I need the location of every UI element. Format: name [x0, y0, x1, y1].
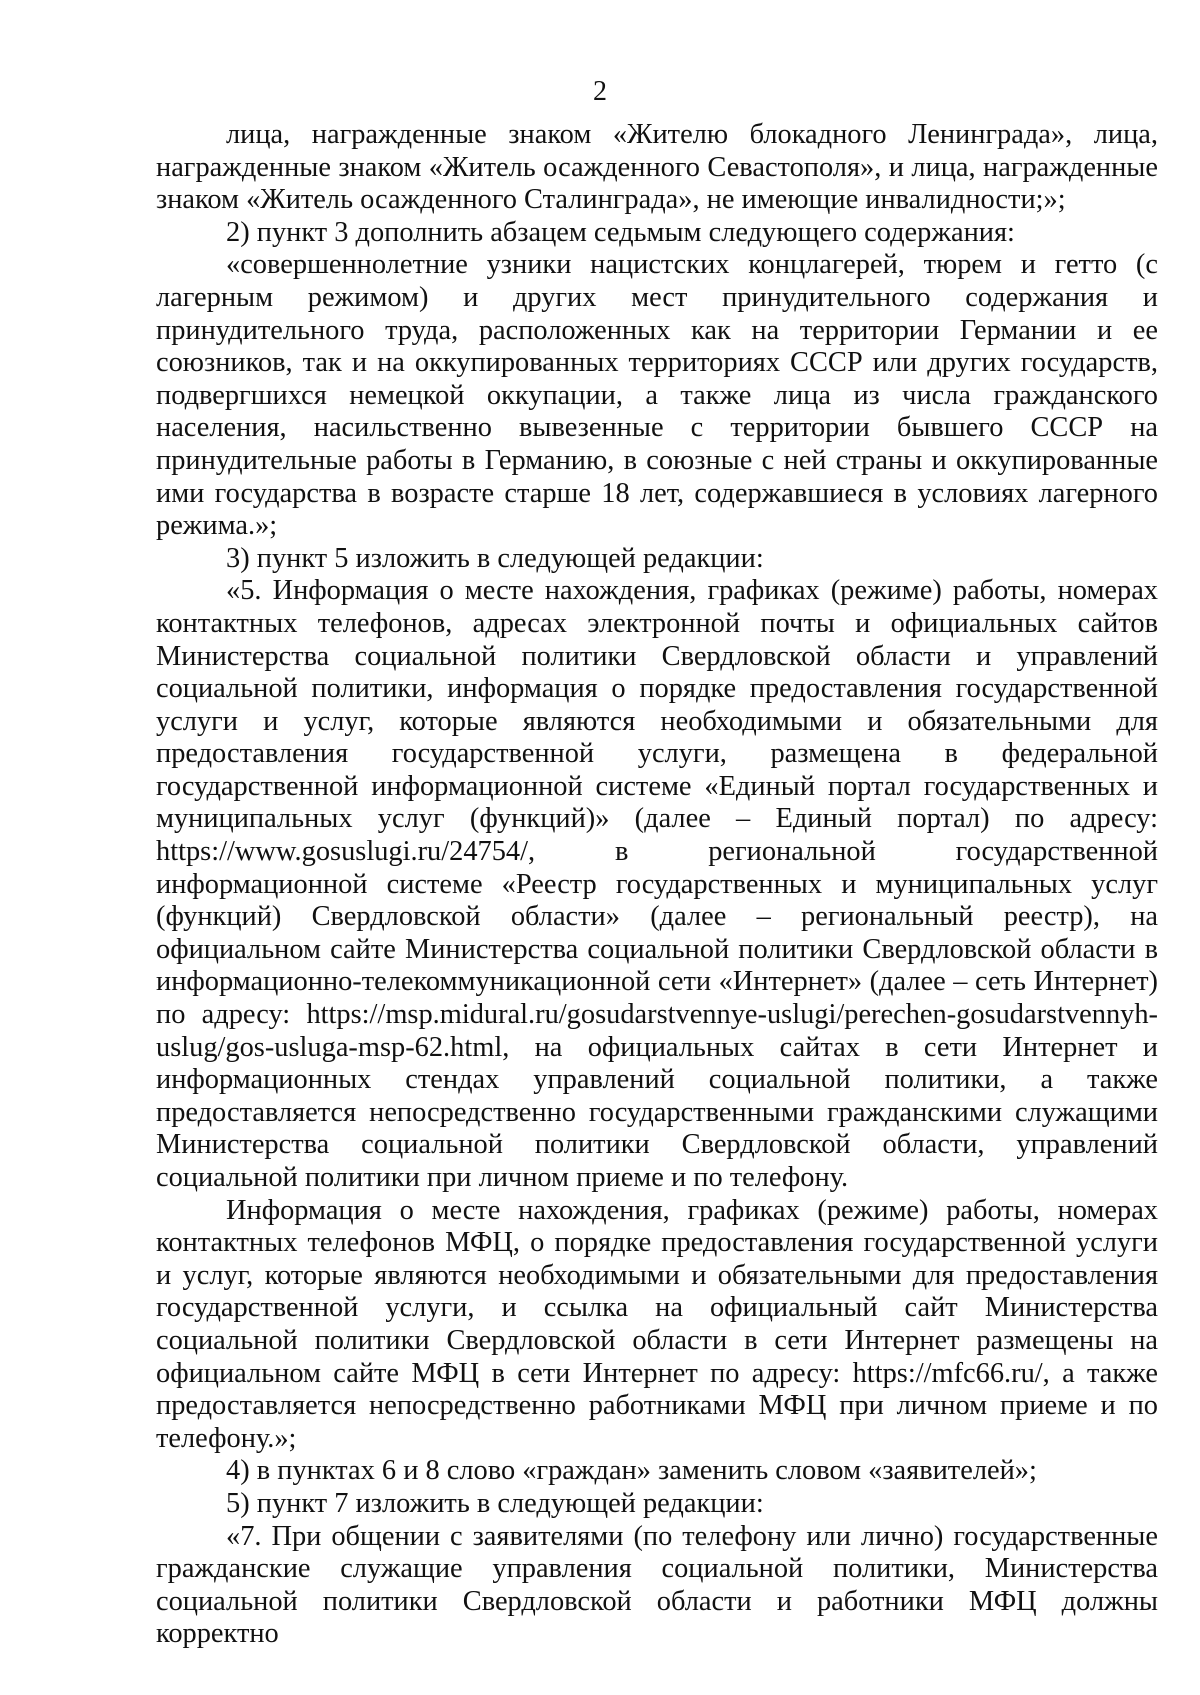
paragraph-clause-5: «5. Информация о месте нахождения, графиках (режиме) работы, номерах контактных телефонов, адресах электронной почты и официальных сайтов Министерства социальной политики Свердловской области и управлений социальной политики, информация о порядке предоставления государственной услуги и услуг, которые являются необходимыми и обязательными для предоставления государственной услуги, размещена в федеральной государственной информационной системе «Единый портал государственных и муниципальных услуг (функций)» (далее – Единый портал) по адресу: https://www.gosuslugi.ru/24754/, в региональной государственной информационной системе «Реестр государственных и муниципальных услуг (функций) Свердловской области» (далее – региональный реестр), на официальном сайте Министерства социальной политики Свердловской области в информационно-телекоммуникационной сети «Интернет» (далее – сеть Интернет) по адресу: https://msp.midural.ru/gosudarstvennye-uslugi/perechen-gosudarstvennyh-uslug/gos-usluga-msp-62.html, на официальных сайтах в сети Интернет и информационных стендах управлений социальной политики, а также предоставляется непосредственно государственными гражданскими служащими Министерства социальной политики Свердловской области, управлений социальной политики при личном приеме и по телефону.	[156, 575, 1158, 1193]
paragraph-mfc-info: Информация о месте нахождения, графиках (режиме) работы, номерах контактных телефонов МФЦ, о порядке предоставления государственной услуги и услуг, которые являются необходимыми и обязательными для предоставления государственной услуги, и ссылка на официальный сайт Министерства социальной политики Свердловской области в сети Интернет размещены на официальном сайте МФЦ в сети Интернет по адресу: https://mfc66.ru/, а также предоставляется непосредственно работниками МФЦ при личном приеме и по телефону.»;	[156, 1194, 1158, 1454]
paragraph-quote-prisoners: «совершеннолетние узники нацистских концлагерей, тюрем и гетто (с лагерным режимом) и других мест принудительного содержания и принудительного труда, расположенных как на территории Германии и ее союзников, так и на оккупированных территориях СССР или других государств, подвергшихся немецкой оккупации, а также лица из числа гражданского населения, насильственно вывезенные с территории бывшего СССР на принудительные работы в Германию, в союзные с ней страны и оккупированные ими государства в возрасте старше 18 лет, содержавшиеся в условиях лагерного режима.»;	[156, 249, 1158, 542]
paragraph-item-2: 2) пункт 3 дополнить абзацем седьмым следующего содержания:	[226, 216, 1015, 248]
document-body	[156, 119, 1158, 1651]
paragraph-item-3: 3) пункт 5 изложить в следующей редакции:	[226, 542, 764, 574]
paragraph-continuation: лица, награжденные знаком «Жителю блокадного Ленинграда», лица, награжденные знаком «Житель осажденного Севастополя», и лица, награжденные знаком «Житель осажденного Сталинграда», не имеющие инвалидности;»;	[156, 119, 1158, 216]
paragraph-clause-7: «7. При общении с заявителями (по телефону или лично) государственные гражданские служащие управления социальной политики, Министерства социальной политики Свердловской области и работники МФЦ должны корректно	[156, 1520, 1158, 1650]
paragraph-item-5: 5) пункт 7 изложить в следующей редакции:	[226, 1487, 764, 1519]
paragraph-item-4: 4) в пунктах 6 и 8 слово «граждан» заменить словом «заявителей»;	[226, 1455, 1037, 1487]
page-number: 2	[593, 76, 607, 107]
